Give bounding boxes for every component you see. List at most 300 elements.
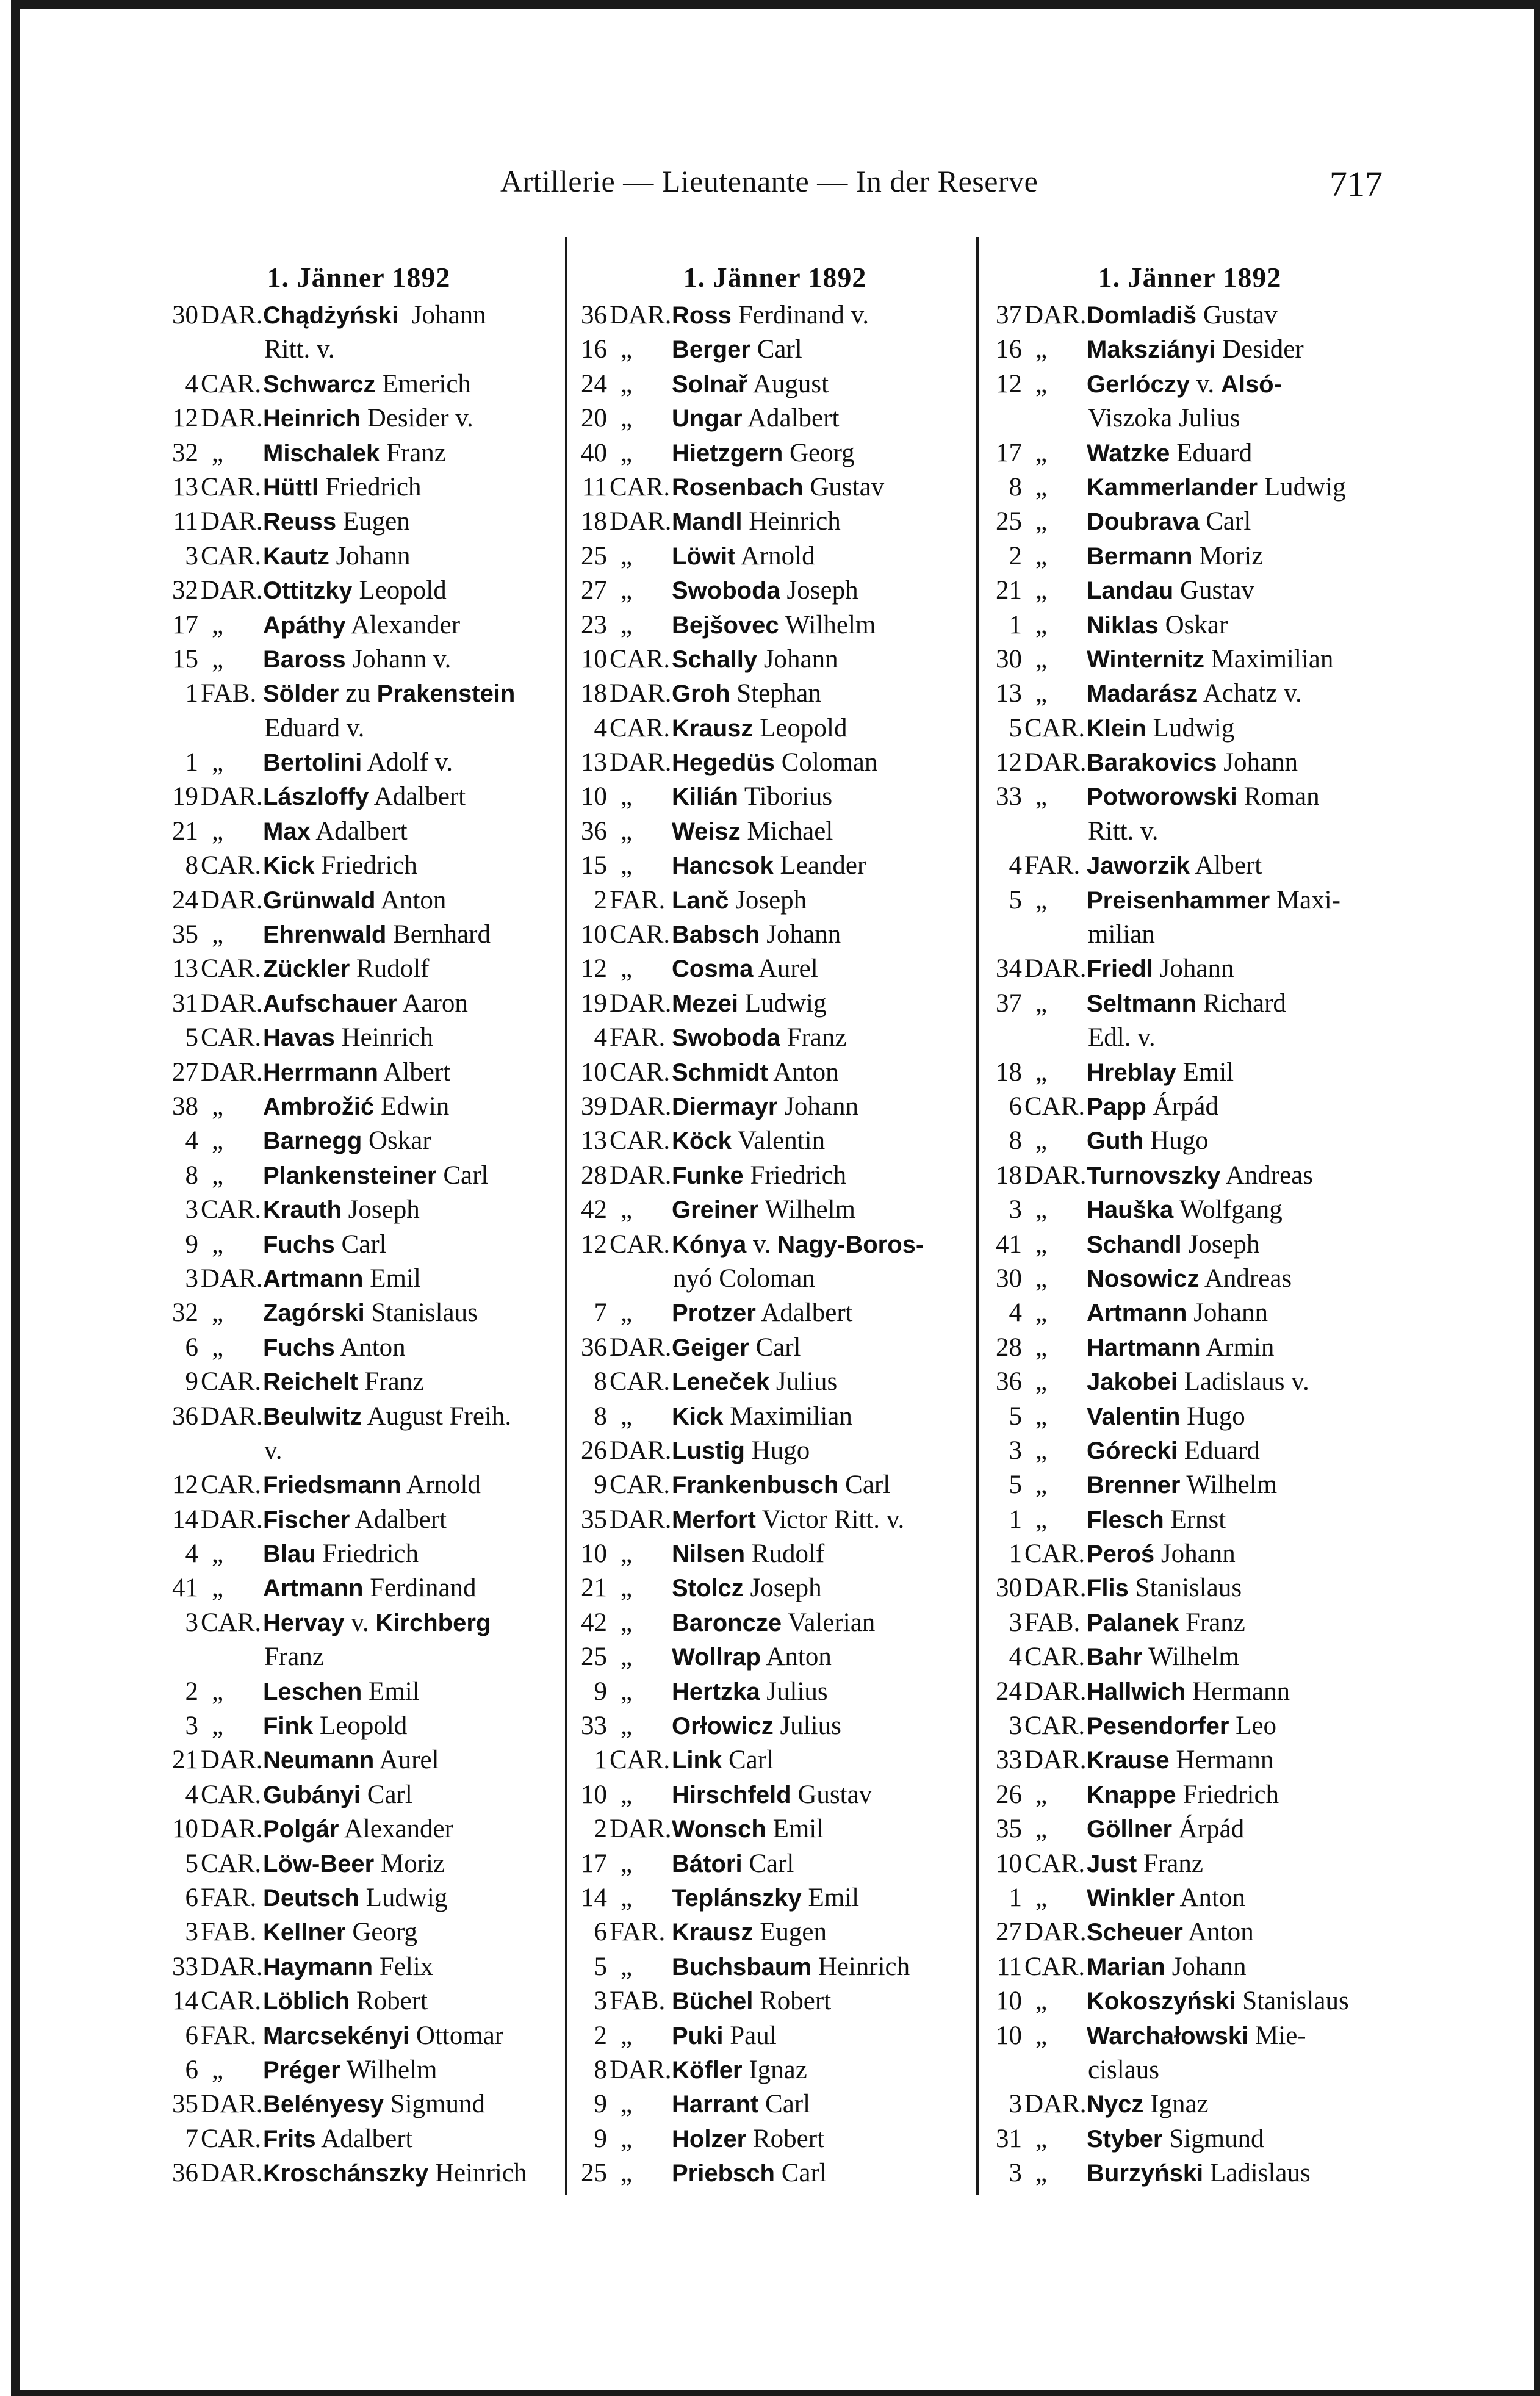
list-item — [577, 642, 973, 677]
regiment-abbrev: „ — [621, 576, 633, 605]
given-name: Johann — [1165, 1952, 1247, 1981]
column-3 — [985, 259, 1394, 2190]
list-item — [156, 470, 562, 505]
surname: Jaworzik — [1087, 852, 1190, 880]
surname: Just — [1087, 1850, 1137, 1877]
surname: Löblich — [263, 1988, 350, 2015]
rank-number: 2 — [594, 2021, 607, 2050]
rank-number: 14 — [581, 1883, 607, 1912]
regiment-abbrev: „ — [621, 1952, 633, 1981]
regiment-abbrev: CAR. — [1024, 1092, 1085, 1121]
given-name: Rudolf — [745, 1539, 825, 1569]
list-item — [156, 1503, 562, 1537]
rank-number: 6 — [594, 1918, 607, 1947]
regiment-abbrev: „ — [1035, 679, 1048, 708]
regiment-abbrev: „ — [212, 610, 224, 639]
list-item — [577, 2019, 973, 2053]
given-name: Julius — [760, 1677, 828, 1706]
given-name: Aurel — [374, 1746, 439, 1775]
given-name: Julius — [769, 1367, 838, 1397]
surname: Lászloffy — [263, 783, 369, 811]
rank-number: 26 — [996, 1780, 1022, 1809]
surname: Gerlóczy — [1087, 370, 1190, 398]
rank-number: 8 — [1009, 472, 1022, 502]
list-item — [985, 1778, 1394, 1812]
given-name: Carl — [334, 1229, 387, 1259]
list-item — [577, 1434, 973, 1468]
given-name: Friedrich — [315, 1539, 419, 1569]
given-name: Roman — [1237, 782, 1320, 811]
regiment-abbrev: DAR. — [1024, 2090, 1087, 2119]
given-name: Joseph — [729, 885, 807, 915]
regiment-abbrev: DAR. — [201, 301, 263, 329]
regiment-abbrev: „ — [1035, 1815, 1048, 1844]
rank-number: 35 — [172, 2090, 198, 2119]
scan-border-top — [11, 0, 1540, 9]
regiment-abbrev: „ — [621, 1195, 633, 1225]
list-item — [985, 1675, 1394, 1709]
given-name: August Freih. — [362, 1401, 512, 1431]
rank-number: 5 — [185, 1023, 198, 1052]
list-item — [577, 815, 973, 849]
regiment-abbrev: CAR. — [201, 369, 262, 398]
list-item — [156, 1537, 562, 1571]
list-item — [985, 1021, 1394, 1055]
given-name: Árpád — [1172, 1815, 1245, 1844]
given-name: Oskar — [1158, 610, 1228, 639]
given-name: Achatz v. — [1198, 679, 1302, 708]
surname: Schandl — [1087, 1231, 1182, 1258]
rank-number: 21 — [996, 576, 1022, 605]
given-name: Maximilian — [723, 1401, 852, 1431]
rank-number: 27 — [172, 1057, 198, 1087]
rank-number: 10 — [581, 644, 607, 674]
given-name: Adalbert — [350, 1505, 447, 1534]
rank-number: 10 — [581, 1539, 607, 1569]
regiment-abbrev: „ — [212, 1298, 224, 1328]
surname: Grünwald — [263, 887, 376, 914]
surname: Kautz — [263, 542, 329, 570]
list-item — [156, 436, 562, 470]
list-item — [156, 1709, 562, 1743]
surname: Styber — [1087, 2125, 1163, 2153]
rank-number: 34 — [996, 954, 1022, 984]
regiment-abbrev: CAR. — [610, 1229, 671, 1259]
given-name: Johann — [329, 541, 411, 570]
regiment-abbrev: „ — [212, 438, 224, 467]
regiment-abbrev: DAR. — [201, 1952, 263, 1981]
surname: Brenner — [1087, 1472, 1181, 1499]
surname: Greiner — [672, 1196, 759, 1224]
list-item — [156, 505, 562, 539]
surname: Potworowski — [1087, 783, 1237, 811]
surname: Teplánszky — [672, 1884, 802, 1912]
rank-number: 36 — [172, 1401, 198, 1431]
rank-number: 5 — [1009, 713, 1022, 743]
regiment-abbrev: „ — [621, 369, 633, 398]
regiment-abbrev: „ — [1035, 576, 1048, 605]
regiment-abbrev: „ — [1035, 610, 1048, 639]
rank-number: 5 — [594, 1952, 607, 1981]
list-item — [985, 436, 1394, 470]
list-item — [985, 711, 1394, 746]
given-name: Ernst — [1164, 1505, 1226, 1534]
list-item — [985, 1503, 1394, 1537]
rank-number: 17 — [581, 1849, 607, 1878]
list-item — [985, 608, 1394, 642]
list-item — [156, 1021, 562, 1055]
regiment-abbrev: „ — [212, 644, 224, 674]
given-name: Emil — [766, 1815, 824, 1844]
regiment-abbrev: CAR. — [201, 1608, 262, 1637]
surname: Hallwich — [1087, 1678, 1186, 1705]
rank-number: 9 — [185, 1229, 198, 1259]
surname: Belényesy — [263, 2091, 384, 2118]
surname: Heinrich — [263, 405, 361, 433]
regiment-abbrev: DAR. — [610, 1505, 672, 1534]
list-item — [985, 1606, 1394, 1640]
rank-number: 32 — [172, 576, 198, 605]
regiment-abbrev: „ — [1035, 369, 1048, 398]
list-item — [985, 1400, 1394, 1434]
given-name: August — [747, 369, 829, 398]
regiment-abbrev: „ — [1035, 1780, 1048, 1809]
surname: Ottitzky — [263, 577, 353, 605]
surname-suffix: Prakenstein — [376, 680, 516, 708]
given-name: Arnold — [735, 541, 815, 570]
regiment-abbrev: DAR. — [610, 1160, 672, 1190]
given-name: Georg — [783, 438, 855, 467]
list-item — [577, 401, 973, 436]
given-name: Joseph — [341, 1195, 420, 1225]
surname: Köfler — [672, 2056, 743, 2084]
given-name: Heinrich — [428, 2159, 527, 2188]
given-name: Oskar — [362, 1126, 431, 1156]
surname: Neumann — [263, 1747, 375, 1774]
surname: Diermayr — [672, 1093, 778, 1120]
surname: Artmann — [1087, 1300, 1187, 1327]
surname: Löw-Beer — [263, 1850, 375, 1877]
rank-number: 40 — [581, 438, 607, 467]
surname: Hancsok — [672, 852, 774, 880]
surname: Bahr — [1087, 1644, 1143, 1671]
surname: Niklas — [1087, 611, 1159, 639]
surname: Artmann — [263, 1265, 364, 1292]
surname: Bejšovec — [672, 611, 779, 639]
regiment-abbrev: „ — [212, 1539, 224, 1569]
rank-number: 5 — [185, 1849, 198, 1878]
surname: Chądżyński — [263, 302, 399, 329]
regiment-abbrev: FAR. — [610, 1023, 666, 1052]
rank-number: 3 — [1009, 1608, 1022, 1637]
rank-number: 4 — [1009, 1642, 1022, 1672]
regiment-abbrev: „ — [1035, 2124, 1048, 2153]
surname: Polgár — [263, 1816, 339, 1843]
list-item — [985, 1056, 1394, 1090]
rank-number: 18 — [581, 679, 607, 708]
regiment-abbrev: „ — [621, 1642, 633, 1672]
given-name: Leopold — [352, 576, 447, 605]
rank-number: 33 — [172, 1952, 198, 1981]
rank-number: 1 — [1009, 610, 1022, 639]
list-item — [156, 298, 562, 333]
surname: Buchsbaum — [672, 1953, 811, 1980]
rank-number: 13 — [172, 954, 198, 984]
list-item — [577, 1915, 973, 1949]
running-header: Artillerie — Lieutenante — In der Reserve — [500, 164, 1038, 198]
list-item — [985, 1193, 1394, 1227]
surname: Krauth — [263, 1196, 342, 1224]
rank-number: 20 — [581, 404, 607, 433]
regiment-abbrev: „ — [1035, 1057, 1048, 1087]
given-name: Valerian — [782, 1608, 876, 1637]
rank-number: 4 — [594, 1023, 607, 1052]
rank-number: 4 — [1009, 1298, 1022, 1328]
given-name: Wilhelm — [1142, 1642, 1239, 1672]
continuation-text: Ritt. v. — [264, 335, 335, 364]
list-item — [577, 1778, 973, 1812]
rank-number: 3 — [185, 1264, 198, 1293]
rank-number: 3 — [1009, 1195, 1022, 1225]
given-name: Moriz — [374, 1849, 445, 1878]
list-item — [156, 1812, 562, 1846]
regiment-abbrev: CAR. — [201, 2124, 262, 2153]
given-name: Leo — [1229, 1711, 1277, 1741]
surname: Mischalek — [263, 439, 380, 467]
given-name: Carl — [838, 1470, 891, 1500]
given-name: Robert — [350, 1987, 428, 2016]
surname: Kick — [672, 1403, 724, 1430]
rank-number: 4 — [1009, 851, 1022, 880]
list-item — [577, 1193, 973, 1227]
rank-number: 5 — [1009, 885, 1022, 915]
list-item — [156, 1571, 562, 1605]
surname: Friedl — [1087, 955, 1153, 983]
list-item — [577, 1124, 973, 1158]
continuation-text: v. — [264, 1436, 282, 1465]
given-name: Desider — [1215, 335, 1304, 364]
rank-number: 21 — [581, 1574, 607, 1603]
given-name: Anton — [768, 1057, 839, 1087]
rank-number: 33 — [996, 782, 1022, 811]
list-item — [156, 642, 562, 677]
regiment-abbrev: „ — [212, 1333, 224, 1362]
list-item — [985, 2156, 1394, 2190]
rank-number: 25 — [581, 541, 607, 570]
surname: Krause — [1087, 1747, 1170, 1774]
surname: Solnař — [672, 370, 748, 398]
regiment-abbrev: CAR. — [1024, 1849, 1085, 1878]
given-name: Carl — [722, 1746, 774, 1775]
surname: Hegedüs — [672, 749, 775, 777]
rank-number: 10 — [172, 1815, 198, 1844]
list-item — [577, 1950, 973, 1984]
regiment-abbrev: „ — [1035, 2021, 1048, 2050]
given-name: Hugo — [1180, 1401, 1245, 1431]
regiment-abbrev: „ — [1035, 1367, 1048, 1397]
list-item — [156, 539, 562, 574]
surname-suffix: Kirchberg — [375, 1609, 491, 1636]
surname: Berger — [672, 336, 750, 364]
list-item — [985, 1743, 1394, 1777]
rank-number: 35 — [996, 1815, 1022, 1844]
surname: Orłowicz — [672, 1713, 774, 1740]
given-name: Franz — [780, 1023, 847, 1052]
list-item — [985, 987, 1394, 1021]
surname: Seltmann — [1087, 990, 1197, 1017]
surname: Fuchs — [263, 1231, 335, 1258]
regiment-abbrev: CAR. — [1024, 1642, 1085, 1672]
given-name: Eduard — [1170, 438, 1253, 467]
surname: Harrant — [672, 2091, 759, 2118]
surname: Beulwitz — [263, 1403, 362, 1430]
rank-number: 11 — [581, 472, 607, 502]
regiment-abbrev: CAR. — [1024, 713, 1085, 743]
list-item — [985, 1950, 1394, 1984]
surname: Górecki — [1087, 1437, 1178, 1464]
given-name: Hugo — [1143, 1126, 1209, 1156]
rank-number: 5 — [1009, 1470, 1022, 1500]
regiment-abbrev: CAR. — [610, 1367, 671, 1397]
list-item — [577, 436, 973, 470]
list-item — [985, 1881, 1394, 1915]
surname: Kokoszyński — [1087, 1988, 1236, 2015]
rank-number: 10 — [996, 1849, 1022, 1878]
surname: Krausz — [672, 714, 754, 742]
surname: Fuchs — [263, 1334, 335, 1361]
rank-number: 14 — [172, 1505, 198, 1534]
rank-number: 17 — [172, 610, 198, 639]
surname: Reuss — [263, 508, 337, 536]
regiment-abbrev: DAR. — [1024, 954, 1087, 984]
rank-number: 32 — [172, 1298, 198, 1328]
surname: Hirschfeld — [672, 1781, 791, 1808]
regiment-abbrev: DAR. — [201, 1746, 263, 1775]
regiment-abbrev: CAR. — [610, 472, 671, 502]
given-name: Hermann — [1186, 1677, 1290, 1706]
surname: Kick — [263, 852, 315, 880]
given-name: Árpád — [1146, 1092, 1219, 1121]
regiment-abbrev: DAR. — [201, 1057, 263, 1087]
list-item — [985, 1090, 1394, 1124]
given-name: Robert — [753, 1987, 832, 2016]
given-name: Adolf v. — [362, 748, 453, 777]
surname: Winternitz — [1087, 646, 1204, 673]
list-item — [156, 333, 562, 367]
surname: Bátori — [672, 1850, 743, 1877]
given-name: Carl — [750, 335, 802, 364]
list-item — [985, 1468, 1394, 1502]
list-item — [577, 1056, 973, 1090]
list-item — [156, 367, 562, 401]
rank-number: 30 — [996, 1264, 1022, 1293]
surname: Jakobei — [1087, 1369, 1178, 1396]
rank-number: 2 — [1009, 541, 1022, 570]
list-item — [577, 711, 973, 746]
surname: Funke — [672, 1162, 744, 1189]
given-name: Bernhard — [386, 920, 491, 949]
rank-number: 17 — [996, 438, 1022, 467]
given-name: Johann — [760, 920, 841, 949]
given-name: Aaron — [397, 988, 468, 1018]
list-item — [577, 1503, 973, 1537]
regiment-abbrev: „ — [1035, 472, 1048, 502]
surname: Nilsen — [672, 1541, 746, 1568]
surname: Sölder — [263, 680, 339, 708]
regiment-abbrev: „ — [1035, 507, 1048, 536]
given-name: Paul — [723, 2021, 777, 2050]
rank-number: 42 — [581, 1195, 607, 1225]
regiment-abbrev: „ — [212, 1160, 224, 1190]
given-name: Tiborius — [738, 782, 833, 811]
regiment-abbrev: „ — [621, 1539, 633, 1569]
given-name: Gustav — [791, 1780, 873, 1809]
rank-number: 6 — [185, 2055, 198, 2084]
regiment-abbrev: „ — [1035, 2159, 1048, 2188]
surname: Flesch — [1087, 1506, 1164, 1533]
given-name: Ludwig — [1146, 713, 1235, 743]
surname: Landau — [1087, 577, 1174, 605]
list-item — [577, 918, 973, 952]
surname: Hervay — [263, 1609, 345, 1636]
given-name: v. — [344, 1608, 376, 1637]
list-item — [156, 1950, 562, 1984]
rank-number: 8 — [594, 1367, 607, 1397]
list-item — [577, 470, 973, 505]
column-heading: 1. Jänner 1892 — [683, 262, 867, 293]
surname: Holzer — [672, 2125, 747, 2153]
given-name: zu — [339, 679, 377, 708]
surname: Reichelt — [263, 1369, 358, 1396]
regiment-abbrev: CAR. — [201, 1367, 262, 1397]
given-name: Ottomar — [409, 2021, 504, 2050]
given-name: Carl — [742, 1849, 794, 1878]
list-item — [156, 1228, 562, 1262]
surname: Palanek — [1087, 1609, 1179, 1636]
given-name: v. — [746, 1229, 778, 1259]
regiment-abbrev: „ — [1035, 541, 1048, 570]
surname: Pesendorfer — [1087, 1713, 1229, 1740]
surname: Rosenbach — [672, 473, 804, 501]
rank-number: 2 — [185, 1677, 198, 1706]
list-item — [156, 952, 562, 986]
given-name: Joseph — [780, 576, 858, 605]
regiment-abbrev: CAR. — [1024, 1539, 1085, 1569]
regiment-abbrev: DAR. — [1024, 1918, 1087, 1947]
regiment-abbrev: „ — [621, 2124, 633, 2153]
surname: Stolcz — [672, 1575, 744, 1602]
regiment-abbrev: FAB. — [1024, 1608, 1081, 1637]
surname: Ungar — [672, 405, 743, 433]
list-item — [156, 677, 562, 711]
surname: Ambrožić — [263, 1093, 375, 1120]
given-name: Emil — [362, 1677, 420, 1706]
list-item — [156, 1881, 562, 1915]
rank-number: 3 — [1009, 2090, 1022, 2119]
rank-number: 8 — [594, 2055, 607, 2084]
rank-number: 1 — [185, 748, 198, 777]
surname: Krausz — [672, 1919, 754, 1946]
surname: Haymann — [263, 1953, 373, 1980]
surname: Scheuer — [1087, 1919, 1183, 1946]
list-item — [985, 1365, 1394, 1399]
list-item — [156, 1365, 562, 1399]
given-name: Armin — [1200, 1333, 1275, 1362]
given-name: Anton — [375, 885, 447, 915]
given-name: Carl — [436, 1160, 489, 1190]
list-item — [985, 1640, 1394, 1674]
surname: Hauška — [1087, 1196, 1174, 1224]
